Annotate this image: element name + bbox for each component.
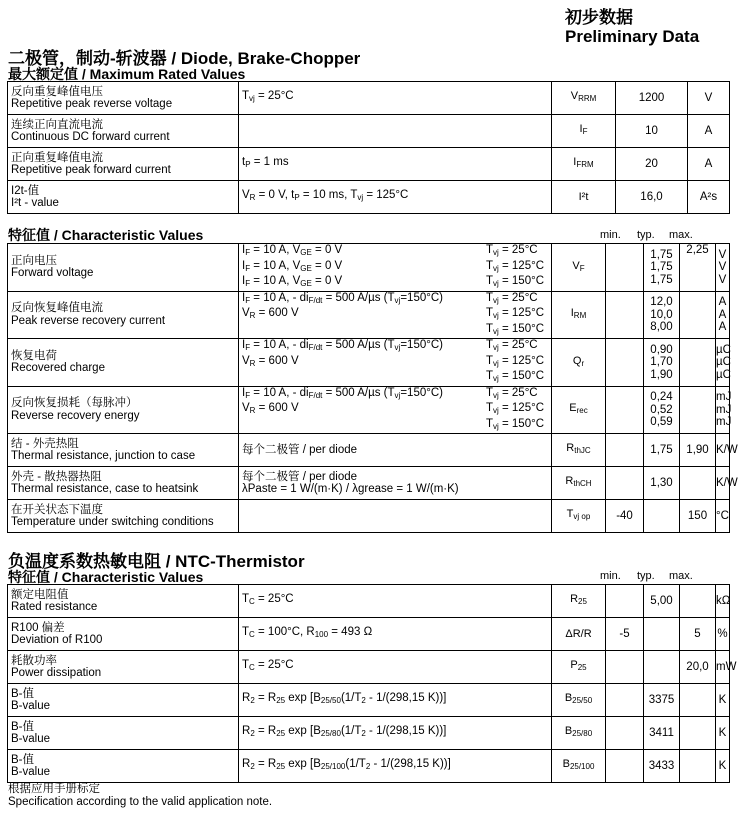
param-name-cn: B-值 [11,753,34,766]
param-name-cell [8,291,239,339]
footer-cn: 根据应用手册标定 [8,783,100,795]
param-name-cell [8,82,239,115]
symbol-cell: $R_{25}$ [552,585,606,618]
param-name-en: Repetitive peak forward current [11,164,171,176]
characteristic-heading: 特征值 / Characteristic Values [8,227,204,243]
symbol-cell: $Q_r$ [552,339,606,387]
typ-cell [644,500,680,533]
param-name-cell [8,148,239,181]
symbol-cell: $T_{vj op}$ [552,500,606,533]
condition-text: $I_F = 10$ A, - $di_{F/dt} = 500$ A/µs $(T_{vj}=150^\circ C)$ $V_R = 600$ V [242,386,443,415]
preliminary-cn: 初步数据 [565,8,633,27]
condition-cell: $R_2 = R_{25}$ $\exp [B_{25/100}(1/T_2 - 1/(298,15$ K))] [239,750,552,783]
symbol-cell: $R_{thCH}$ [552,467,606,500]
min-cell: -40 [606,500,644,533]
max-rated-heading: 最大额定值 / Maximum Rated Values [8,66,246,82]
param-name-cn: 外壳 - 散热器热阻 [11,470,102,483]
typ-cell: 5,00 [644,585,680,618]
symbol-cell: I²t [552,181,616,214]
condition-text: $I_F = 10$ A, - $di_{F/dt} = 500$ A/µs $(T_{vj}=150^\circ C)$ $V_R = 600$ V [242,291,443,320]
characteristic-ntc-heading: 特征值 / Characteristic Values [8,569,204,585]
param-name-cell [8,181,239,214]
param-name-en: Peak reverse recovery current [11,314,166,327]
section-title-diode: 二极管，制动-斩波器 / Diode, Brake-Chopper [8,49,361,68]
param-name-cn: 反向恢复峰值电流 [11,302,103,315]
symbol-cell: $B_{25/80}$ [552,717,606,750]
symbol-cell: $P_{25}$ [552,651,606,684]
condition-cell [239,434,552,467]
characteristic-row [8,500,730,533]
characteristic-row [8,434,730,467]
min-cell: -5 [606,618,644,651]
condition-cell [239,244,552,292]
typ-cell: 1,75 [644,434,680,467]
condition-text: $I_F = 10$ A, - $di_{F/dt} = 500$ A/µs $(T_{vj}=150^\circ C)$ $V_R = 600$ V [242,339,443,368]
unit-cell: % [716,618,730,651]
unit-cell: K [716,750,730,783]
condition-cell: $V_R = 0$ V, $t_P = 10$ ms, $T_{vj} = 125^\circ C$ [239,181,552,214]
param-name-cn: 额定电阻值 [11,588,69,601]
param-name-en: B-value [11,766,50,778]
min-cell [606,717,644,750]
ntc-col-typ-label: typ. [637,570,655,582]
col-typ-label: typ. [637,229,655,241]
symbol-cell: $B_{25/50}$ [552,684,606,717]
temperature-list: $T_{vj} = 25^\circ C$ $T_{vj} = 125^\circ C$ $T_{vj} = 150^\circ C$ [485,291,544,336]
param-name-cn: B-值 [11,687,34,700]
col-min-label: min. [600,229,621,241]
value-cell: 10 [616,115,688,148]
min-cell [606,684,644,717]
symbol-cell: $R_{thJC}$ [552,434,606,467]
preliminary-en: Preliminary Data [565,27,700,46]
max-rated-row [8,181,730,214]
ntc-row [8,651,730,684]
min-cell [606,291,644,339]
unit-cell: A²s [688,181,730,214]
max-cell [680,684,716,717]
unit-cell: K/W [716,467,730,500]
param-name-en: Forward voltage [11,267,94,280]
param-name-cell [8,386,239,434]
min-cell [606,750,644,783]
ntc-row [8,750,730,783]
ntc-table [7,584,737,783]
condition-cell [239,115,552,148]
unit-cell: mW [716,651,730,684]
condition-text: 每个二极管 / per diode [242,443,358,456]
ntc-row [8,717,730,750]
symbol-cell: $I_F$ [552,115,616,148]
unit-cell: V [688,82,730,115]
typ-cell: 3433 [644,750,680,783]
condition-cell: $T_C = 25^\circ C$ [239,651,552,684]
ntc-row [8,585,730,618]
condition-cell: $T_{vj} = 25^\circ C$ [239,82,552,115]
min-cell [606,467,644,500]
temperature-list: $T_{vj} = 25^\circ C$ $T_{vj} = 125^\circ C$ $T_{vj} = 150^\circ C$ [485,386,544,431]
preliminary-label [565,8,699,46]
temperature-list: $T_{vj} = 25^\circ C$ $T_{vj} = 125^\circ C$ $T_{vj} = 150^\circ C$ [485,244,544,288]
condition-text: $I_F = 10$ A, $V_{GE} = 0$ V $I_F = 10$ A, $V_{GE} = 0$ V $I_F = 10$ A, $V_{GE} = 0$ V [242,244,343,288]
param-name-en: Repetitive peak reverse voltage [11,98,173,110]
param-name-cn: 反向重复峰值电压 [11,85,103,98]
param-name-cell [8,115,239,148]
ntc-row [8,684,730,717]
symbol-cell: $V_{RRM}$ [552,82,616,115]
ntc-col-min-label: min. [600,570,621,582]
param-name-cn: 在开关状态下温度 [11,503,103,516]
max-cell [680,467,716,500]
value-cell: 1200 [616,82,688,115]
characteristic-row [8,386,730,434]
param-name-cn: I2t-值 [11,184,40,197]
param-name-cell [8,651,239,684]
max-cell [680,585,716,618]
condition-cell [239,291,552,339]
condition-cell: $t_P = 1$ ms [239,148,552,181]
typ-cell: 3375 [644,684,680,717]
max-cell: 5 [680,618,716,651]
param-name-en: B-value [11,733,50,745]
condition-cell: $T_C = 100^\circ C$, $R_{100} = 493$ Ω [239,618,552,651]
typ-cell: 1,30 [644,467,680,500]
param-name-en: Recovered charge [11,362,105,375]
param-name-en: Thermal resistance, case to heatsink [11,483,199,495]
typ-cell: 12,0 10,0 8,00 [644,291,680,339]
param-name-cn: 结 - 外壳热阻 [11,437,79,450]
unit-cell: K [716,717,730,750]
min-cell [606,434,644,467]
param-name-cell [8,339,239,387]
param-name-cn: R100 偏差 [11,621,65,634]
param-name-cn: 恢复电荷 [11,349,57,362]
characteristic-table [7,243,738,533]
footer-en: Specification according to the valid application note. [8,796,273,808]
param-name-en: Thermal resistance, junction to case [11,450,196,462]
param-name-en: B-value [11,700,50,712]
symbol-cell: $I_{FRM}$ [552,148,616,181]
param-name-cell [8,585,239,618]
param-name-cell [8,500,239,533]
max-rated-row [8,148,730,181]
typ-cell: 3411 [644,717,680,750]
param-name-cn: B-值 [11,720,34,733]
unit-cell: A A A [716,291,730,339]
param-name-cn: 耗散功率 [11,654,57,667]
condition-cell: $R_2 = R_{25}$ $\exp [B_{25/50}(1/T_2 - 1/(298,15$ K))] [239,684,552,717]
param-name-en: Rated resistance [11,601,98,613]
param-name-cell [8,434,239,467]
param-name-cell [8,618,239,651]
condition-text: 每个二极管 / per diode λPaste = 1 W/(m·K) / λgrease = 1 W/(m·K) [242,470,459,495]
max-cell [680,291,716,339]
min-cell [606,244,644,292]
condition-cell [239,500,552,533]
max-cell: 20,0 [680,651,716,684]
min-cell [606,585,644,618]
condition-cell: $T_C = 25^\circ C$ [239,585,552,618]
condition-cell: $R_2 = R_{25}$ $\exp [B_{25/80}(1/T_2 - 1/(298,15$ K))] [239,717,552,750]
param-name-en: Temperature under switching conditions [11,516,214,528]
unit-cell: °C [716,500,730,533]
temperature-list: $T_{vj} = 25^\circ C$ $T_{vj} = 125^\circ C$ $T_{vj} = 150^\circ C$ [485,339,544,383]
col-max-label: max. [669,229,693,241]
symbol-cell: $B_{25/100}$ [552,750,606,783]
max-cell: 150 [680,500,716,533]
unit-cell: K/W [716,434,730,467]
min-cell [606,386,644,434]
param-name-en: Power dissipation [11,667,102,679]
symbol-cell: $V_F$ [552,244,606,292]
param-name-cell [8,750,239,783]
max-cell [680,750,716,783]
typ-cell [644,651,680,684]
symbol-cell: ΔR/R [552,618,606,651]
condition-cell [239,339,552,387]
param-name-en: Deviation of R100 [11,634,103,646]
typ-cell: 1,75 1,75 1,75 [644,244,680,292]
param-name-en: Continuous DC forward current [11,131,170,143]
max-rated-table [7,81,730,214]
typ-cell: 0,24 0,52 0,59 [644,386,680,434]
max-cell: 2,25 [680,244,716,292]
param-name-cell [8,684,239,717]
unit-cell: kΩ [716,585,730,618]
param-name-cn: 正向重复峰值电流 [11,151,103,164]
ntc-col-max-label: max. [669,570,693,582]
unit-cell: A [688,148,730,181]
unit-cell: K [716,684,730,717]
symbol-cell: $I_{RM}$ [552,291,606,339]
max-rated-row [8,82,730,115]
unit-cell: V V V [716,244,730,292]
unit-cell: mJ mJ mJ [716,386,730,434]
max-rated-row [8,115,730,148]
condition-cell [239,467,552,500]
max-cell [680,339,716,387]
typ-cell: 0,90 1,70 1,90 [644,339,680,387]
section-title-ntc: 负温度系数热敏电阻 / NTC-Thermistor [8,552,305,571]
min-cell [606,651,644,684]
characteristic-row [8,291,730,339]
param-name-cn: 连续正向直流电流 [11,118,103,131]
condition-cell [239,386,552,434]
characteristic-row [8,467,730,500]
value-cell: 16,0 [616,181,688,214]
unit-cell: µC µC µC [716,339,730,387]
ntc-row [8,618,730,651]
param-name-cn: 正向电压 [11,254,57,267]
param-name-en: I²t - value [11,197,59,209]
param-name-cell [8,717,239,750]
param-name-cell [8,244,239,292]
max-cell: 1,90 [680,434,716,467]
param-name-en: Reverse recovery energy [11,409,140,422]
value-cell: 20 [616,148,688,181]
max-cell [680,386,716,434]
footer-note [8,783,272,809]
max-cell [680,717,716,750]
min-cell [606,339,644,387]
unit-cell: A [688,115,730,148]
characteristic-row [8,244,730,292]
param-name-cn: 反向恢复损耗（每脉冲） [11,397,138,410]
typ-cell [644,618,680,651]
symbol-cell: $E_{rec}$ [552,386,606,434]
characteristic-row [8,339,730,387]
param-name-cell [8,467,239,500]
